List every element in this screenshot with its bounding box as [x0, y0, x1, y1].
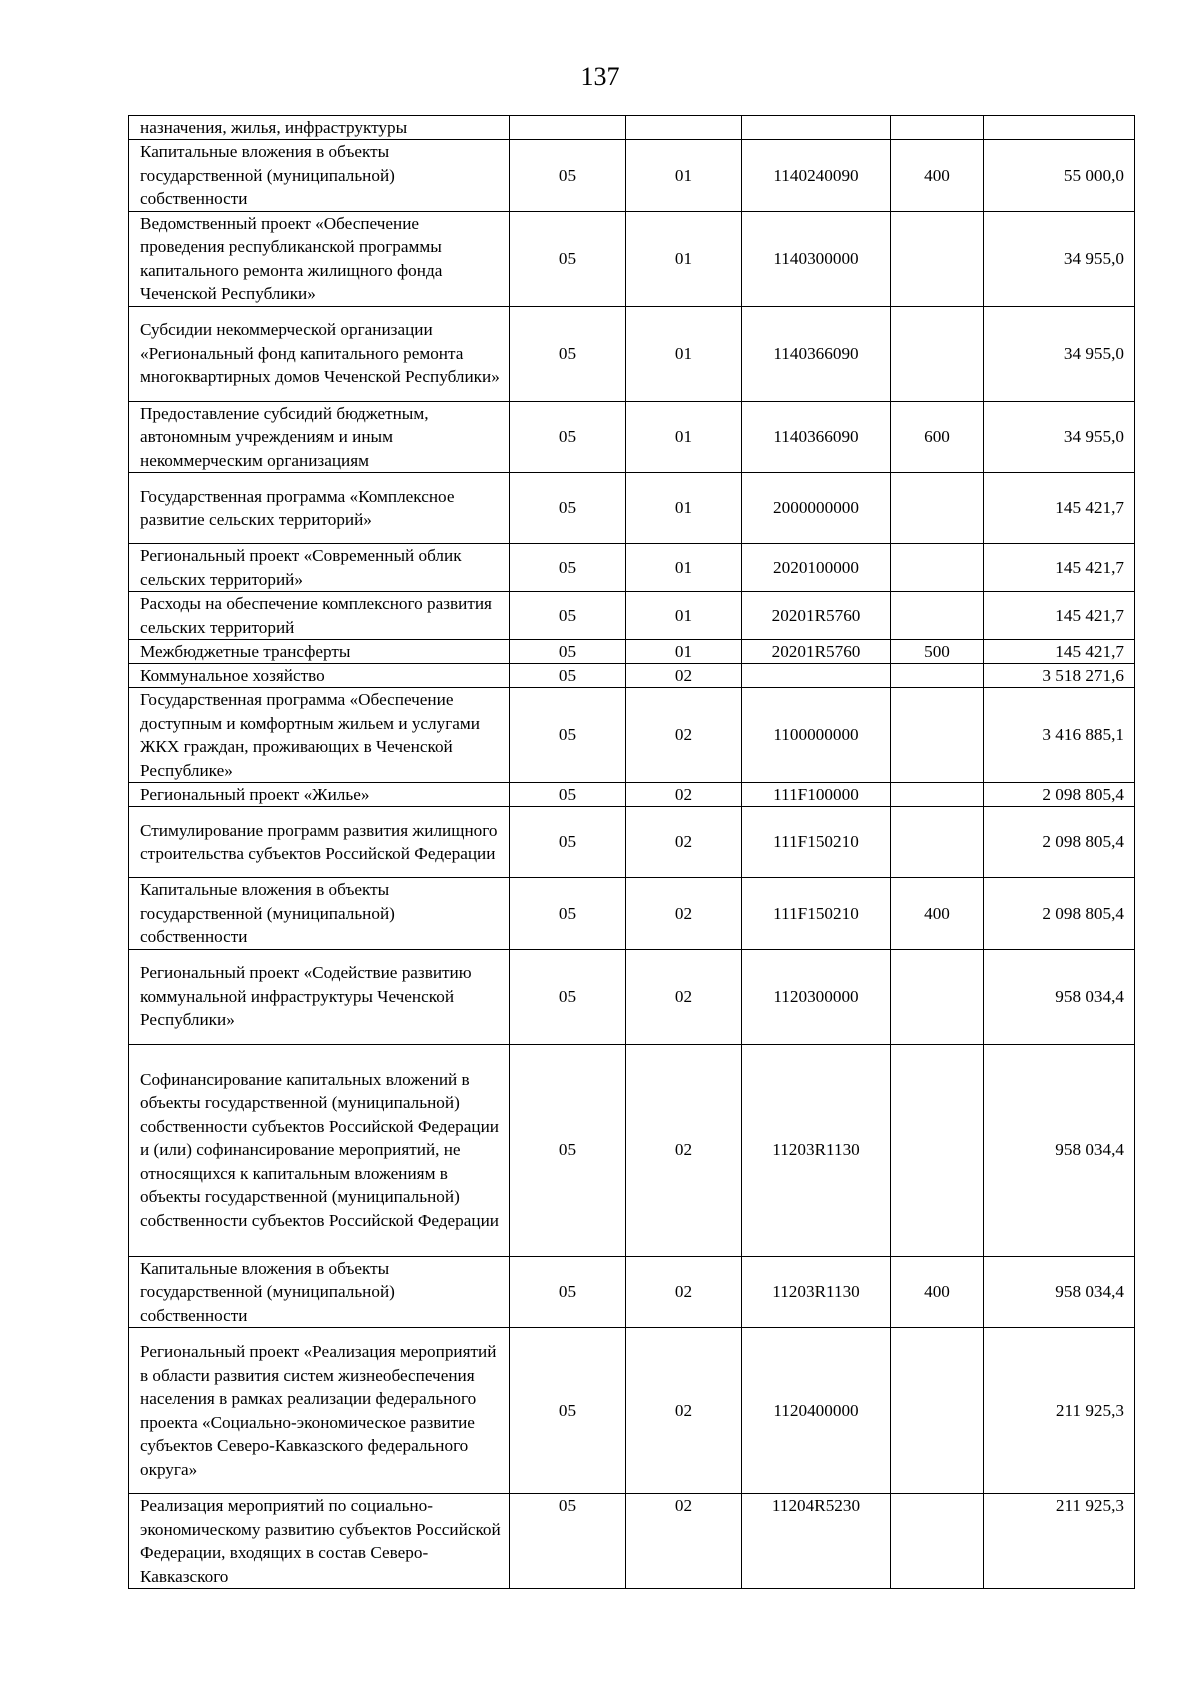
row-name: Региональный проект «Жилье» [129, 783, 510, 807]
row-expense-type [891, 544, 984, 592]
row-section: 05 [510, 664, 626, 688]
row-expense-type [891, 664, 984, 688]
row-section: 05 [510, 1494, 626, 1589]
table-row [129, 1328, 1135, 1494]
table-row [129, 140, 1135, 212]
row-expense-type [891, 949, 984, 1044]
row-target-article: 2020100000 [742, 544, 891, 592]
budget-table-body [129, 116, 1135, 1589]
row-target-article: 111F150210 [742, 878, 891, 950]
row-target-article: 111F150210 [742, 807, 891, 878]
row-target-article: 11204R5230 [742, 1494, 891, 1589]
row-section: 05 [510, 544, 626, 592]
row-expense-type [891, 306, 984, 401]
row-target-article: 11203R1130 [742, 1044, 891, 1256]
row-section: 05 [510, 592, 626, 640]
row-name: Региональный проект «Содействие развитию коммунальной инфраструктуры Чеченской Республики» [129, 949, 510, 1044]
row-target-article [742, 116, 891, 140]
table-row [129, 1494, 1135, 1589]
table-row [129, 640, 1135, 664]
row-section [510, 116, 626, 140]
row-target-article: 1100000000 [742, 688, 891, 783]
row-subsection: 02 [626, 1256, 742, 1328]
table-row [129, 1044, 1135, 1256]
row-amount: 2 098 805,4 [984, 878, 1135, 950]
row-target-article: 111F100000 [742, 783, 891, 807]
row-subsection: 02 [626, 1494, 742, 1589]
row-expense-type [891, 211, 984, 306]
row-section: 05 [510, 1044, 626, 1256]
row-subsection: 02 [626, 807, 742, 878]
row-subsection: 01 [626, 640, 742, 664]
row-target-article [742, 664, 891, 688]
table-row [129, 473, 1135, 544]
row-name: Региональный проект «Современный облик сельских территорий» [129, 544, 510, 592]
row-subsection: 02 [626, 783, 742, 807]
row-target-article: 1120300000 [742, 949, 891, 1044]
row-section: 05 [510, 688, 626, 783]
row-name: Государственная программа «Комплексное развитие сельских территорий» [129, 473, 510, 544]
table-row [129, 1256, 1135, 1328]
row-amount: 958 034,4 [984, 949, 1135, 1044]
row-name: Софинансирование капитальных вложений в объекты государственной (муниципальной) собственности субъектов Российской Федерации и (или) софинансирование мероприятий, не относящихся к капитальным вложениям в объекты государственной (муниципальной) собственности субъектов Российской Федерации [129, 1044, 510, 1256]
row-amount: 34 955,0 [984, 401, 1135, 473]
row-amount: 958 034,4 [984, 1256, 1135, 1328]
table-row [129, 306, 1135, 401]
row-amount: 55 000,0 [984, 140, 1135, 212]
row-amount: 145 421,7 [984, 640, 1135, 664]
row-expense-type [891, 1044, 984, 1256]
row-subsection [626, 116, 742, 140]
row-target-article: 20201R5760 [742, 592, 891, 640]
row-expense-type: 400 [891, 1256, 984, 1328]
row-amount: 145 421,7 [984, 473, 1135, 544]
row-subsection: 01 [626, 544, 742, 592]
row-expense-type [891, 473, 984, 544]
row-target-article: 2000000000 [742, 473, 891, 544]
row-expense-type [891, 688, 984, 783]
row-target-article: 11203R1130 [742, 1256, 891, 1328]
row-section: 05 [510, 878, 626, 950]
row-amount: 2 098 805,4 [984, 783, 1135, 807]
table-row [129, 401, 1135, 473]
row-amount: 34 955,0 [984, 211, 1135, 306]
row-section: 05 [510, 783, 626, 807]
row-section: 05 [510, 807, 626, 878]
row-subsection: 02 [626, 664, 742, 688]
row-amount: 958 034,4 [984, 1044, 1135, 1256]
row-amount [984, 116, 1135, 140]
table-row [129, 544, 1135, 592]
row-amount: 211 925,3 [984, 1494, 1135, 1589]
row-expense-type [891, 783, 984, 807]
table-row [129, 783, 1135, 807]
row-name: Капитальные вложения в объекты государственной (муниципальной) собственности [129, 1256, 510, 1328]
row-subsection: 01 [626, 306, 742, 401]
table-row [129, 211, 1135, 306]
row-amount: 145 421,7 [984, 544, 1135, 592]
row-name: Стимулирование программ развития жилищного строительства субъектов Российской Федерации [129, 807, 510, 878]
row-expense-type: 400 [891, 878, 984, 950]
row-expense-type: 600 [891, 401, 984, 473]
row-name: Региональный проект «Реализация мероприятий в области развития систем жизнеобеспечения населения в рамках реализации федерального проекта «Социально-экономическое развитие субъектов Северо-Кавказского федерального округа» [129, 1328, 510, 1494]
row-subsection: 02 [626, 949, 742, 1044]
row-expense-type [891, 116, 984, 140]
row-name: Предоставление субсидий бюджетным, автономным учреждениям и иным некоммерческим организациям [129, 401, 510, 473]
row-target-article: 1140240090 [742, 140, 891, 212]
row-expense-type [891, 1494, 984, 1589]
row-amount: 3 416 885,1 [984, 688, 1135, 783]
row-target-article: 1140300000 [742, 211, 891, 306]
row-expense-type [891, 807, 984, 878]
row-subsection: 02 [626, 1328, 742, 1494]
row-subsection: 01 [626, 211, 742, 306]
row-section: 05 [510, 473, 626, 544]
row-name: Капитальные вложения в объекты государственной (муниципальной) собственности [129, 878, 510, 950]
row-subsection: 02 [626, 878, 742, 950]
row-target-article: 20201R5760 [742, 640, 891, 664]
row-name: Ведомственный проект «Обеспечение проведения республиканской программы капитального ремонта жилищного фонда Чеченской Республики» [129, 211, 510, 306]
row-target-article: 1120400000 [742, 1328, 891, 1494]
row-name: Капитальные вложения в объекты государственной (муниципальной) собственности [129, 140, 510, 212]
table-row [129, 664, 1135, 688]
row-name: Субсидии некоммерческой организации «Региональный фонд капитального ремонта многоквартирных домов Чеченской Республики» [129, 306, 510, 401]
row-amount: 2 098 805,4 [984, 807, 1135, 878]
row-section: 05 [510, 949, 626, 1044]
row-amount: 3 518 271,6 [984, 664, 1135, 688]
row-section: 05 [510, 1328, 626, 1494]
row-expense-type: 500 [891, 640, 984, 664]
table-row [129, 949, 1135, 1044]
row-subsection: 01 [626, 473, 742, 544]
row-subsection: 01 [626, 592, 742, 640]
row-section: 05 [510, 401, 626, 473]
table-row [129, 807, 1135, 878]
row-name: назначения, жилья, инфраструктуры [129, 116, 510, 140]
page-number: 137 [580, 62, 620, 91]
row-amount: 211 925,3 [984, 1328, 1135, 1494]
row-name: Расходы на обеспечение комплексного развития сельских территорий [129, 592, 510, 640]
row-target-article: 1140366090 [742, 401, 891, 473]
table-row [129, 592, 1135, 640]
row-expense-type [891, 1328, 984, 1494]
row-subsection: 02 [626, 688, 742, 783]
row-section: 05 [510, 1256, 626, 1328]
row-name: Коммунальное хозяйство [129, 664, 510, 688]
row-amount: 34 955,0 [984, 306, 1135, 401]
table-row [129, 688, 1135, 783]
row-subsection: 01 [626, 140, 742, 212]
row-section: 05 [510, 306, 626, 401]
row-expense-type: 400 [891, 140, 984, 212]
budget-table [128, 115, 1135, 1589]
row-name: Межбюджетные трансферты [129, 640, 510, 664]
table-row [129, 116, 1135, 140]
row-target-article: 1140366090 [742, 306, 891, 401]
row-subsection: 01 [626, 401, 742, 473]
row-section: 05 [510, 140, 626, 212]
row-expense-type [891, 592, 984, 640]
row-name: Реализация мероприятий по социально-экономическому развитию субъектов Российской Федерации, входящих в состав Северо-Кавказского [129, 1494, 510, 1589]
row-section: 05 [510, 640, 626, 664]
row-section: 05 [510, 211, 626, 306]
row-name: Государственная программа «Обеспечение доступным и комфортным жильем и услугами ЖКХ граждан, проживающих в Чеченской Республике» [129, 688, 510, 783]
row-subsection: 02 [626, 1044, 742, 1256]
table-row [129, 878, 1135, 950]
row-amount: 145 421,7 [984, 592, 1135, 640]
